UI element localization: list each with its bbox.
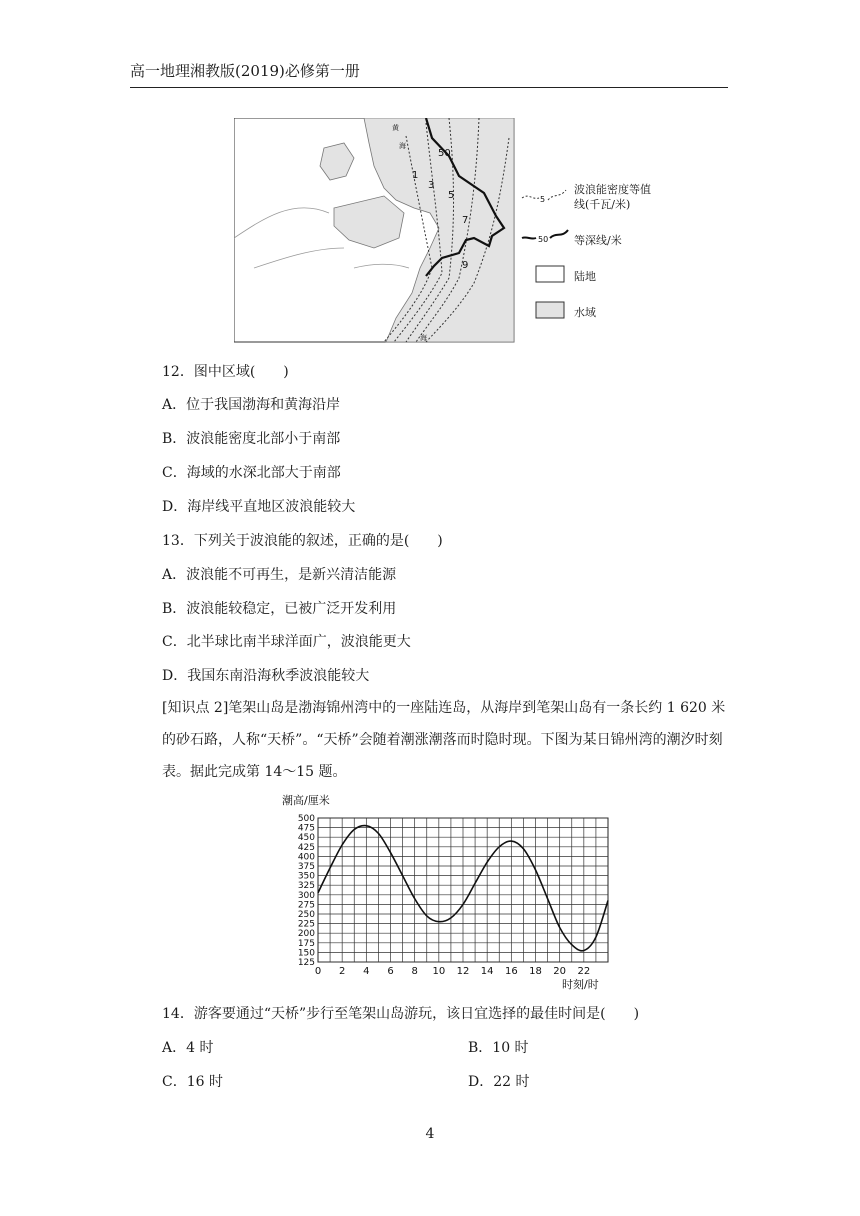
- chart-x-tick-label: 12: [456, 966, 470, 977]
- tide-chart-svg: [278, 790, 618, 990]
- legend-depth-sample: 50: [538, 235, 549, 244]
- chart-y-tick-label: 500: [297, 814, 315, 824]
- chart-x-tick-label: 16: [504, 966, 518, 977]
- q12-option-b: B．波浪能密度北部小于南部: [162, 431, 341, 447]
- chart-x-tick-label: 0: [314, 966, 322, 977]
- q12-stem: 12．图中区域( ): [162, 364, 289, 380]
- chart-y-ticks: [298, 814, 315, 968]
- sea-label-north: 黄: [392, 124, 399, 132]
- chart-y-tick-label: 150: [297, 948, 315, 959]
- chart-x-tick-label: 14: [480, 966, 494, 977]
- legend-wave-symbol: [522, 196, 539, 198]
- legend-wave-sample: 5: [540, 195, 546, 204]
- chart-y-tick-label: 175: [297, 938, 315, 949]
- header-title: 高一地理湘教版(2019)必修第一册: [130, 62, 360, 80]
- q13-option-d: D．我国东南沿海秋季波浪能较大: [162, 668, 370, 684]
- chart-x-tick-label: 4: [363, 966, 370, 977]
- q14-stem: 14．游客要通过“天桥”步行至笔架山岛游玩，该日宜选择的最佳时间是( ): [162, 1006, 640, 1022]
- q13-stem: 13．下列关于波浪能的叙述，正确的是( ): [162, 533, 443, 549]
- page-number: 4: [425, 1126, 435, 1142]
- chart-x-tick-label: 6: [387, 966, 394, 977]
- q14-option-d: D．22 时: [468, 1074, 530, 1090]
- chart-y-tick-label: 300: [297, 890, 315, 901]
- chart-x-tick-label: 20: [553, 966, 567, 977]
- legend-wave-symbol-2: [548, 190, 566, 200]
- legend-water-box: [536, 302, 564, 318]
- q13-option-c: C．北半球比南半球洋面广，波浪能更大: [162, 634, 411, 650]
- chart-y-tick-label: 250: [297, 910, 315, 920]
- chart-y-tick-label: 200: [297, 929, 315, 940]
- contour-label-3: 3: [428, 180, 435, 191]
- legend-land-box: [536, 266, 564, 282]
- q14-option-b: B．10 时: [468, 1040, 529, 1056]
- knowledge-text: 笔架山岛是渤海锦州湾中的一座陆连岛，从海岸到笔架山岛有一条长约 1 620 米的砂石路，人称“天桥”。“天桥”会随着潮涨潮落而时隐时现。下图为某日锦州湾的潮汐时刻表。据此完成第 14～15 题。: [162, 700, 726, 780]
- chart-y-tick-label: 225: [297, 919, 315, 930]
- chart-y-label: 潮高/厘米: [282, 794, 330, 807]
- depth-label-50: 50: [438, 148, 451, 159]
- page-header: [130, 60, 728, 88]
- contour-label-5: 5: [448, 190, 455, 201]
- chart-y-tick-label: 125: [297, 958, 315, 968]
- chart-y-tick-label: 275: [297, 900, 315, 911]
- legend-water-text: 水域: [574, 306, 596, 319]
- tide-chart: [278, 790, 618, 990]
- chart-x-tick-label: 18: [529, 966, 542, 977]
- legend-depth-symbol: [522, 237, 536, 238]
- knowledge-tag: [知识点 2]: [162, 700, 229, 716]
- q12-option-d: D．海岸线平直地区波浪能较大: [162, 499, 356, 515]
- q13-option-a: A．波浪能不可再生，是新兴清洁能源: [162, 567, 397, 583]
- q13-option-b: B．波浪能较稳定，已被广泛开发利用: [162, 601, 397, 617]
- chart-x-label: 时刻/时: [562, 978, 599, 990]
- chart-y-tick-label: 425: [297, 842, 315, 853]
- chart-grid: [318, 818, 608, 962]
- chart-y-tick-label: 450: [297, 833, 315, 844]
- legend-depth-symbol-2: [550, 230, 568, 238]
- chart-x-tick-label: 8: [411, 966, 418, 977]
- sea-label-mid: 海: [399, 142, 406, 150]
- q14-option-c: C．16 时: [162, 1074, 223, 1090]
- chart-x-tick-label: 22: [577, 966, 591, 977]
- chart-x-tick-label: 10: [432, 966, 446, 977]
- knowledge-paragraph: [162, 692, 728, 788]
- sea-label-south: 海: [420, 334, 427, 342]
- legend-wave-text: 波浪能密度等值线(千瓦/米): [574, 183, 651, 211]
- chart-y-tick-label: 325: [297, 881, 315, 892]
- chart-x-ticks: [315, 966, 590, 977]
- chart-x-tick-label: 2: [338, 966, 346, 977]
- wave-energy-map: [234, 118, 651, 344]
- q12-option-a: A．位于我国渤海和黄海沿岸: [162, 397, 341, 413]
- chart-y-tick-label: 375: [297, 862, 315, 872]
- contour-label-1: 1: [412, 170, 419, 181]
- chart-y-tick-label: 475: [297, 823, 315, 834]
- chart-y-tick-label: 350: [297, 871, 315, 882]
- contour-label-7: 7: [462, 215, 469, 226]
- legend-depth-text: 等深线/米: [574, 234, 622, 247]
- q12-option-c: C．海域的水深北部大于南部: [162, 465, 341, 481]
- contour-label-9: 9: [462, 260, 469, 271]
- chart-y-tick-label: 400: [297, 852, 315, 863]
- q14-option-a: A．4 时: [162, 1040, 214, 1056]
- legend-land-text: 陆地: [574, 270, 596, 283]
